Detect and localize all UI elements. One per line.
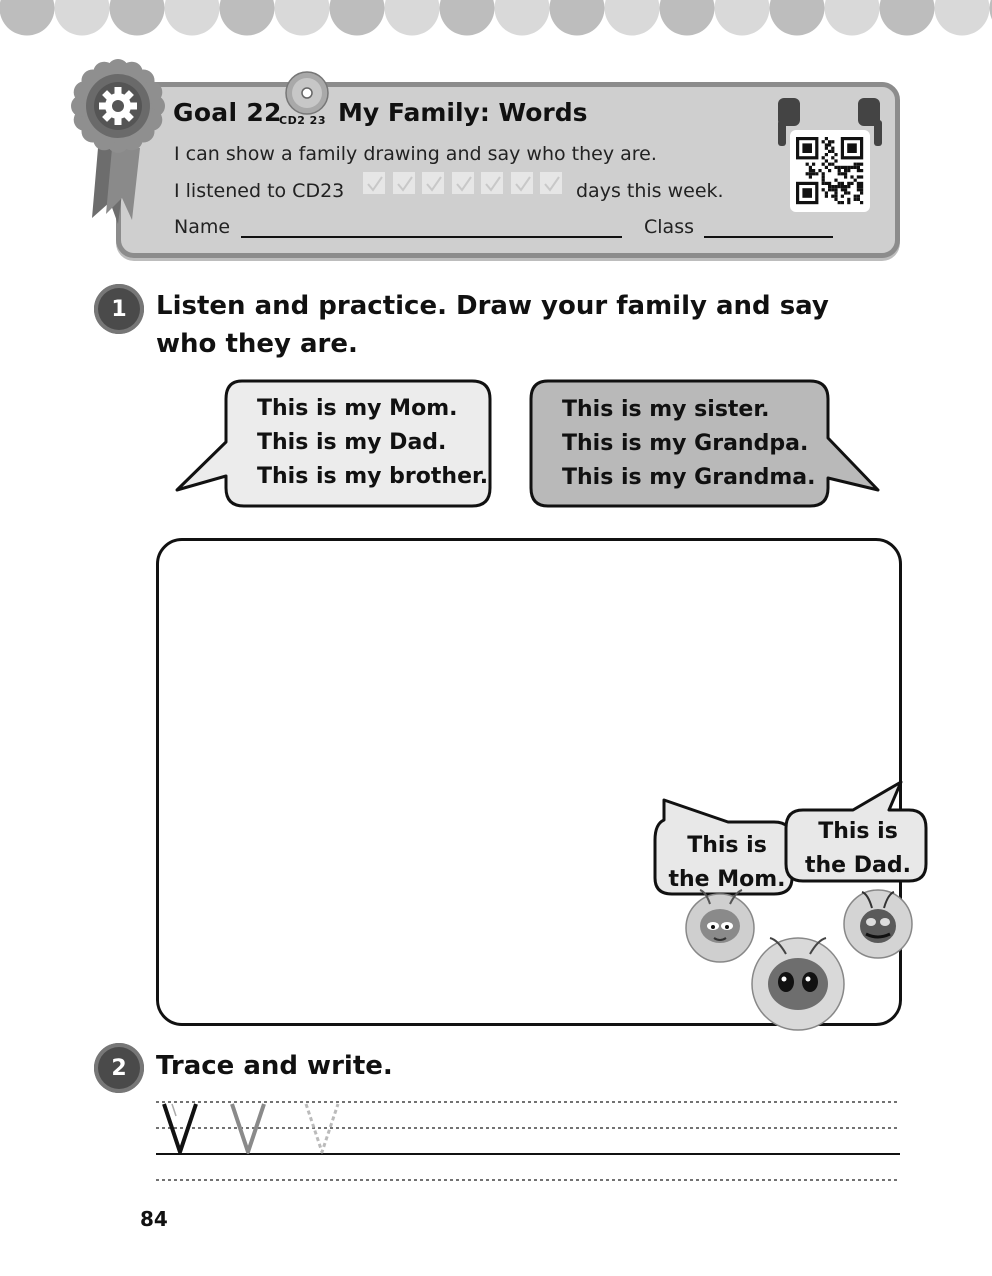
gear-tooth	[99, 103, 107, 110]
qr-cell	[828, 182, 831, 185]
qr-cell	[834, 185, 837, 188]
page-number: 84	[140, 1207, 168, 1231]
listened-suffix: days this week.	[576, 180, 724, 202]
qr-cell	[838, 169, 841, 172]
top-scallop-border	[0, 0, 992, 40]
qr-cell	[847, 198, 850, 201]
qr-cell	[822, 175, 825, 178]
qr-cell	[844, 172, 847, 175]
qr-cell	[825, 137, 828, 140]
dad-bubble-line-2: the Dad.	[805, 853, 911, 878]
qr-cell	[822, 156, 825, 159]
scallop	[825, 0, 880, 36]
dad-bubble-line-1: This is	[818, 819, 898, 844]
scallop	[330, 0, 385, 36]
qr-cell	[847, 166, 850, 169]
listening-checkbox[interactable]	[392, 171, 416, 195]
qr-cell	[857, 185, 860, 188]
qr-cell	[847, 182, 850, 185]
qr-cell	[806, 172, 809, 175]
qr-cell	[809, 169, 812, 172]
qr-cell	[841, 172, 844, 175]
listening-checkboxes	[362, 171, 572, 197]
listened-prefix: I listened to CD23	[174, 180, 345, 202]
qr-cell	[831, 156, 834, 159]
scallop	[55, 0, 110, 36]
qr-cell	[838, 166, 841, 169]
qr-cell	[822, 163, 825, 166]
qr-cell	[857, 195, 860, 198]
qr-cell	[828, 150, 831, 153]
section-2-badge: 2	[94, 1043, 144, 1093]
qr-cell	[822, 179, 825, 182]
scallop	[495, 0, 550, 36]
qr-cell	[825, 182, 828, 185]
qr-cell	[847, 191, 850, 194]
qr-cell	[841, 195, 844, 198]
letter-v-gray	[232, 1104, 264, 1152]
qr-cell	[812, 163, 815, 166]
qr-cell	[825, 143, 828, 146]
name-label: Name	[174, 216, 231, 238]
qr-cell	[825, 191, 828, 194]
qr-cell	[834, 195, 837, 198]
qr-cell	[831, 195, 834, 198]
qr-cell	[860, 191, 863, 194]
qr-cell	[860, 163, 863, 166]
qr-cell	[854, 195, 857, 198]
qr-cell	[857, 188, 860, 191]
qr-cell	[860, 169, 863, 172]
qr-finder	[847, 143, 857, 153]
qr-cell	[809, 172, 812, 175]
qr-cell	[857, 198, 860, 201]
bubble-right-line-1: This is my sister.	[562, 397, 770, 422]
qr-cell	[841, 182, 844, 185]
qr-cell	[860, 175, 863, 178]
qr-cell	[834, 198, 837, 201]
bubble-left-line-1: This is my Mom.	[257, 396, 458, 421]
qr-cell	[834, 179, 837, 182]
rosette-badge-icon	[66, 56, 170, 226]
qr-cell	[847, 169, 850, 172]
qr-cell	[831, 185, 834, 188]
listening-checkbox[interactable]	[510, 171, 534, 195]
can-do-statement: I can show a family drawing and say who they are.	[174, 143, 657, 165]
scallop	[220, 0, 275, 36]
scallop	[0, 0, 55, 36]
scallop	[880, 0, 935, 36]
qr-finder	[802, 143, 812, 153]
section-1-badge: 1	[94, 284, 144, 334]
qr-cell	[838, 182, 841, 185]
qr-cell	[822, 188, 825, 191]
bubble-left-line-3: This is my brother.	[257, 464, 489, 489]
qr-cell	[831, 150, 834, 153]
qr-cell	[818, 169, 821, 172]
child-ant-icon	[752, 938, 844, 1030]
class-label: Class	[644, 216, 694, 238]
scallop	[440, 0, 495, 36]
cd-track-label: CD2 23	[279, 114, 326, 127]
cd-disc-icon	[284, 70, 330, 116]
mom-bubble-line-2: the Mom.	[668, 867, 786, 892]
scallop	[660, 0, 715, 36]
qr-cell	[828, 143, 831, 146]
mom-bubble-line-1: This is	[687, 833, 767, 858]
qr-cell	[854, 198, 857, 201]
qr-cell	[831, 188, 834, 191]
qr-cell	[850, 175, 853, 178]
qr-cell	[854, 166, 857, 169]
qr-cell	[828, 188, 831, 191]
scallop	[935, 0, 990, 36]
goal-number: Goal 22	[173, 98, 282, 127]
qr-cell	[860, 201, 863, 204]
scallop	[110, 0, 165, 36]
section-1-instruction-line2: who they are.	[156, 329, 358, 359]
gear-tooth	[115, 117, 122, 125]
listening-checkbox[interactable]	[480, 171, 504, 195]
qr-cell	[822, 182, 825, 185]
qr-code-icon[interactable]	[790, 130, 870, 212]
qr-cell	[841, 188, 844, 191]
qr-cell	[834, 188, 837, 191]
qr-cell	[857, 169, 860, 172]
qr-cell	[825, 153, 828, 156]
qr-cell	[857, 163, 860, 166]
qr-cell	[841, 185, 844, 188]
listening-checkbox[interactable]	[421, 171, 445, 195]
qr-cell	[844, 185, 847, 188]
scallop	[770, 0, 825, 36]
qr-cell	[854, 163, 857, 166]
qr-cell	[834, 166, 837, 169]
section-1-instruction-line1: Listen and practice. Draw your family and say	[156, 291, 829, 321]
qr-cell	[850, 166, 853, 169]
qr-cell	[825, 159, 828, 162]
qr-cell	[822, 140, 825, 143]
section-2-instruction: Trace and write.	[156, 1051, 393, 1081]
qr-cell	[860, 185, 863, 188]
scallop	[385, 0, 440, 36]
qr-cell	[825, 166, 828, 169]
qr-cell	[850, 182, 853, 185]
qr-cell	[828, 169, 831, 172]
qr-cell	[857, 175, 860, 178]
qr-cell	[834, 159, 837, 162]
qr-cell	[822, 172, 825, 175]
qr-finder	[802, 188, 812, 198]
listening-checkbox[interactable]	[451, 171, 475, 195]
scallop	[550, 0, 605, 36]
qr-cell	[831, 147, 834, 150]
listening-checkbox[interactable]	[539, 171, 563, 195]
qr-cell	[854, 179, 857, 182]
page-title: My Family: Words	[338, 98, 588, 127]
qr-cell	[834, 153, 837, 156]
letter-v-dotted	[306, 1104, 338, 1152]
qr-cell	[844, 175, 847, 178]
qr-cell	[831, 140, 834, 143]
qr-cell	[838, 185, 841, 188]
qr-cell	[831, 163, 834, 166]
scallop	[275, 0, 330, 36]
qr-cell	[844, 191, 847, 194]
qr-cell	[806, 163, 809, 166]
qr-cell	[825, 195, 828, 198]
letter-v-solid	[164, 1104, 196, 1152]
qr-cell	[828, 163, 831, 166]
bubble-right-line-3: This is my Grandma.	[562, 465, 816, 490]
ant-family-illustration	[682, 884, 922, 1036]
mom-ant-icon	[686, 890, 754, 962]
scallop	[715, 0, 770, 36]
qr-cell	[860, 188, 863, 191]
bubble-right-line-2: This is my Grandpa.	[562, 431, 809, 456]
qr-cell	[841, 201, 844, 204]
qr-cell	[847, 185, 850, 188]
name-field-line[interactable]	[241, 236, 622, 238]
qr-cell	[860, 182, 863, 185]
qr-cell	[834, 191, 837, 194]
qr-cell	[812, 172, 815, 175]
qr-cell	[847, 201, 850, 204]
qr-cell	[841, 166, 844, 169]
qr-cell	[828, 185, 831, 188]
scallop	[165, 0, 220, 36]
class-field-line[interactable]	[704, 236, 833, 238]
qr-cell	[857, 182, 860, 185]
gear-tooth	[129, 103, 137, 110]
qr-cell	[812, 169, 815, 172]
qr-cell	[825, 147, 828, 150]
trace-letters	[158, 1098, 358, 1158]
qr-cell	[828, 140, 831, 143]
qr-cell	[844, 188, 847, 191]
qr-cell	[838, 172, 841, 175]
qr-cell	[809, 166, 812, 169]
bubble-left-line-2: This is my Dad.	[257, 430, 447, 455]
qr-cell	[815, 172, 818, 175]
dad-ant-icon	[844, 890, 912, 958]
gear-tooth	[115, 87, 122, 95]
listening-checkbox[interactable]	[362, 171, 386, 195]
scallop	[605, 0, 660, 36]
qr-cell	[838, 201, 841, 204]
qr-cell	[809, 175, 812, 178]
qr-cell	[857, 166, 860, 169]
qr-cell	[844, 169, 847, 172]
qr-cell	[844, 166, 847, 169]
